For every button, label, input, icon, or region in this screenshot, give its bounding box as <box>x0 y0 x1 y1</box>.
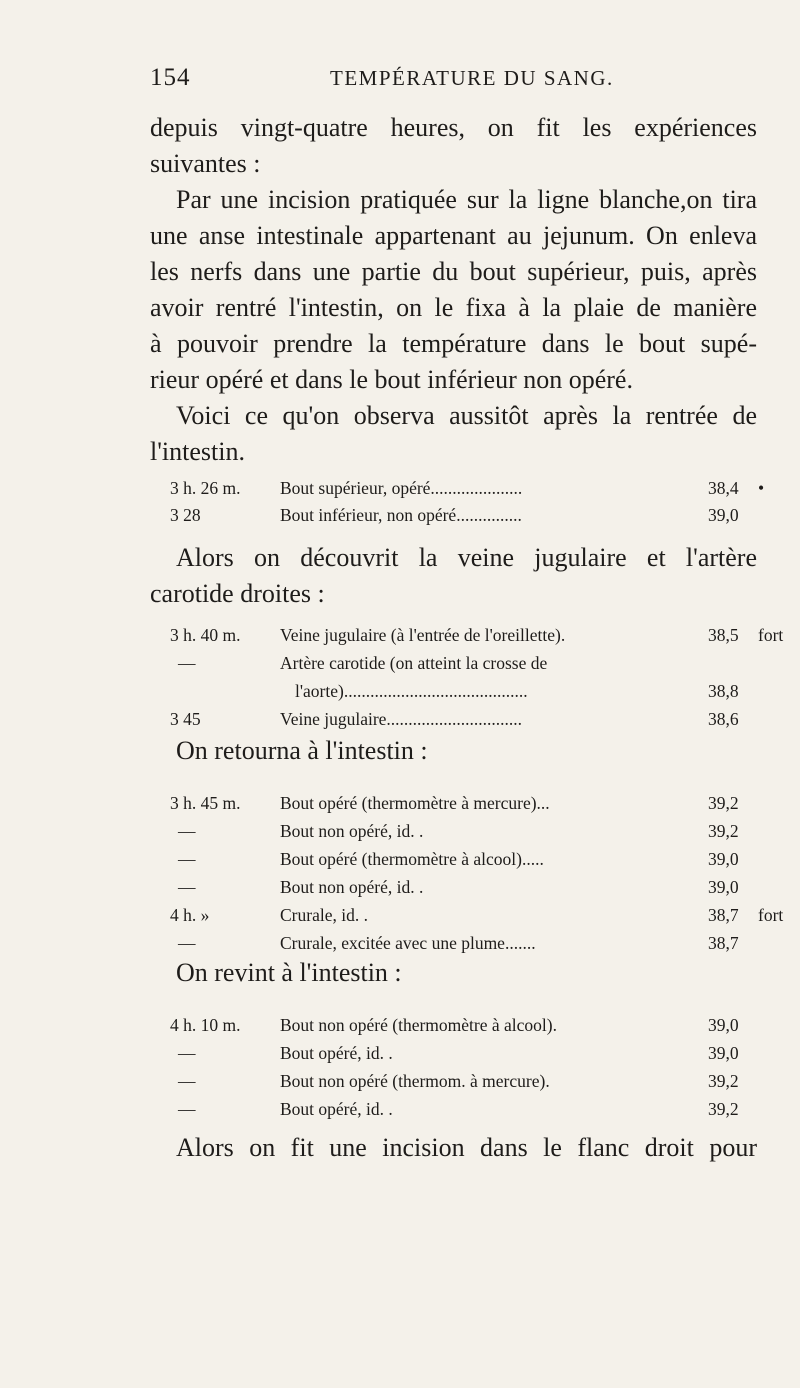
text-line: Voici ce qu'on observa aussitôt après la rentrée de <box>176 401 757 430</box>
text-line: les nerfs dans une partie du bout supérieur, puis, après <box>150 257 757 286</box>
time-cell: — <box>178 877 196 897</box>
description-cell: Bout opéré (thermomètre à alcool)..... <box>280 849 544 869</box>
description-cell: Bout inférieur, non opéré............... <box>280 505 522 525</box>
description-cell: Bout opéré, id. . <box>280 1043 393 1063</box>
temperature-cell: 38,6 <box>708 709 739 729</box>
description-cell: Veine jugulaire............................... <box>280 709 523 729</box>
time-cell: 3 45 <box>170 709 201 729</box>
temperature-cell: 39,2 <box>708 1099 739 1119</box>
table-row <box>150 1043 755 1067</box>
description-cell: Bout non opéré, id. . <box>280 821 424 841</box>
page-header <box>150 64 755 98</box>
time-cell: — <box>178 1071 196 1091</box>
table-row <box>150 478 765 502</box>
text-line: avoir rentré l'intestin, on le fixa à la plaie de manière <box>150 293 757 322</box>
note-cell: fort <box>758 905 784 925</box>
description-cell: Artère carotide (on atteint la crosse de <box>280 653 548 673</box>
temperature-cell: 38,8 <box>708 681 739 701</box>
text-line: l'intestin. <box>150 437 245 466</box>
table-row <box>150 793 755 817</box>
description-cell: l'aorte).......................................... <box>295 681 528 701</box>
table-row <box>150 877 755 901</box>
description-cell: Crurale, id. . <box>280 905 368 925</box>
time-cell: 4 h. » <box>170 905 210 925</box>
text-line: rieur opéré et dans le bout inférieur non opéré. <box>150 365 633 394</box>
final-paragraph <box>150 1130 757 1166</box>
time-cell: 3 h. 45 m. <box>170 793 241 813</box>
intro-paragraph <box>150 110 757 470</box>
table-row <box>150 681 755 705</box>
text-line: carotide droites : <box>150 579 325 608</box>
temperature-cell: 39,0 <box>708 877 739 897</box>
time-cell: — <box>178 821 196 841</box>
description-cell: Veine jugulaire (à l'entrée de l'oreillette). <box>280 625 566 645</box>
temperature-cell: 39,0 <box>708 1015 739 1035</box>
text-line: On retourna à l'intestin : <box>176 736 428 765</box>
temperature-cell: 39,0 <box>708 505 739 525</box>
text-line: Alors on fit une incision dans le flanc droit pour <box>176 1133 757 1162</box>
description-cell: Bout non opéré (thermom. à mercure). <box>280 1071 550 1091</box>
description-cell: Bout non opéré (thermomètre à alcool). <box>280 1015 557 1035</box>
table-row <box>150 1099 755 1123</box>
time-cell: 3 h. 26 m. <box>170 478 241 498</box>
temperature-cell: 39,2 <box>708 1071 739 1091</box>
table-row <box>150 821 755 845</box>
table-row <box>150 933 755 957</box>
text-line: Par une incision pratiquée sur la ligne blanche,on tira <box>176 185 757 214</box>
table-row <box>150 625 784 649</box>
time-cell: 3 h. 40 m. <box>170 625 241 645</box>
table-row <box>150 1071 755 1095</box>
text-line: Alors on découvrit la veine jugulaire et l'artère <box>176 543 757 572</box>
table-row <box>150 849 755 873</box>
temperature-cell: 39,0 <box>708 849 739 869</box>
text-line: On revint à l'intestin : <box>176 958 402 987</box>
return-paragraph-2 <box>150 955 757 991</box>
description-cell: Crurale, excitée avec une plume....... <box>280 933 536 953</box>
text-line: une anse intestinale appartenant au jejunum. On enleva <box>150 221 757 250</box>
note-cell: • <box>758 478 765 498</box>
temperature-cell: 38,7 <box>708 933 739 953</box>
table-row <box>150 905 784 929</box>
description-cell: Bout opéré, id. . <box>280 1099 393 1119</box>
table-row <box>150 709 755 733</box>
description-cell: Bout opéré (thermomètre à mercure)... <box>280 793 550 813</box>
table-row <box>150 653 755 677</box>
temperature-cell: 39,2 <box>708 821 739 841</box>
note-cell: fort <box>758 625 784 645</box>
return-paragraph <box>150 733 757 769</box>
table-row <box>150 505 755 529</box>
description-cell: Bout non opéré, id. . <box>280 877 424 897</box>
time-cell: — <box>178 849 196 869</box>
time-cell: — <box>178 933 196 953</box>
text-line: suivantes : <box>150 149 261 178</box>
temperature-cell: 39,0 <box>708 1043 739 1063</box>
text-line: à pouvoir prendre la température dans le bout supé- <box>150 329 757 358</box>
running-head: TEMPÉRATURE DU SANG. <box>330 66 614 90</box>
table-row <box>150 1015 755 1039</box>
page-number: 154 <box>150 64 191 91</box>
temperature-cell: 38,5 <box>708 625 739 645</box>
time-cell: 4 h. 10 m. <box>170 1015 241 1035</box>
carotid-paragraph <box>150 540 757 612</box>
time-cell: — <box>178 1099 196 1119</box>
temperature-cell: 39,2 <box>708 793 739 813</box>
time-cell: — <box>178 1043 196 1063</box>
text-line: depuis vingt-quatre heures, on fit les expériences <box>150 113 757 142</box>
time-cell: — <box>178 653 196 673</box>
temperature-cell: 38,7 <box>708 905 739 925</box>
temperature-cell: 38,4 <box>708 478 739 498</box>
time-cell: 3 28 <box>170 505 201 525</box>
description-cell: Bout supérieur, opéré..................... <box>280 478 523 498</box>
